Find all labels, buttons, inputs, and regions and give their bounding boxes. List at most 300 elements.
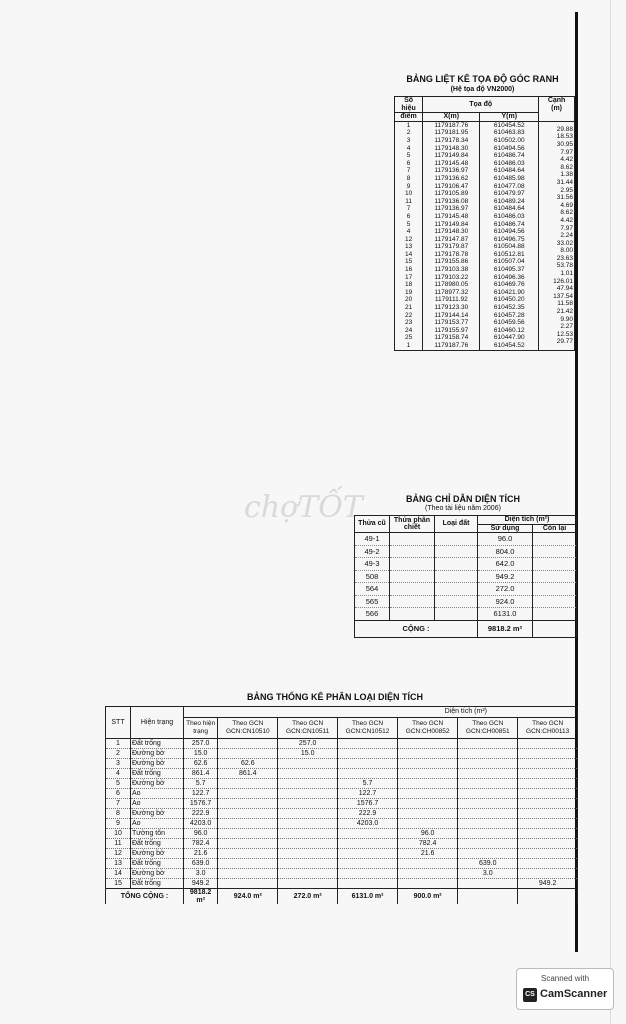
coord-edge: 9.90: [539, 316, 575, 324]
coord-y: 610486.03: [480, 213, 539, 221]
classify-row: [106, 759, 578, 769]
area-row: [355, 583, 577, 596]
coord-point: 1: [395, 121, 423, 129]
coord-y: 610502.00: [480, 137, 539, 145]
coord-point: 10: [395, 190, 423, 198]
area-thua-phan-chiet: [390, 608, 435, 621]
classify-value: [218, 809, 278, 819]
classify-value: [278, 859, 338, 869]
coord-edge: 12.53: [539, 331, 575, 339]
classify-value: [458, 809, 518, 819]
col-con-lai: Còn lại: [533, 524, 577, 533]
classify-hien-trang: Đường bờ: [131, 779, 184, 789]
coord-point: 7: [395, 205, 423, 213]
classify-stt: 7: [106, 799, 131, 809]
coord-x: 1179136.97: [423, 205, 480, 213]
classify-value: [278, 849, 338, 859]
classify-value: [218, 819, 278, 829]
col-toado: Tọa độ: [423, 97, 539, 113]
coord-edge: 1.01: [539, 270, 575, 278]
classify-stt: 11: [106, 839, 131, 849]
classify-value: [398, 759, 458, 769]
classify-stt: 4: [106, 769, 131, 779]
coord-table-title: BẢNG LIỆT KÊ TỌA ĐỘ GÓC RANH: [406, 74, 559, 84]
coord-edge: 2.27: [539, 323, 575, 331]
classify-value: [458, 769, 518, 779]
classify-stt: 6: [106, 789, 131, 799]
classify-value: [458, 829, 518, 839]
coord-edge: 4.69: [539, 202, 575, 210]
coord-edge: 2.95: [539, 187, 575, 195]
coord-table: [394, 96, 575, 351]
coord-point: 5: [395, 152, 423, 160]
coord-y: 610457.28: [480, 312, 539, 320]
coord-point: 3: [395, 137, 423, 145]
coord-point: 11: [395, 198, 423, 206]
area-su-dung: 6131.0: [478, 608, 533, 621]
coord-x: 1179178.78: [423, 251, 480, 259]
coord-point: 5: [395, 221, 423, 229]
classify-row: [106, 869, 578, 879]
classify-value: [518, 839, 578, 849]
camscanner-logo-icon: CS: [523, 988, 537, 1002]
classify-value: [398, 739, 458, 749]
coord-y: 610447.90: [480, 334, 539, 342]
classify-value: [398, 749, 458, 759]
classify-value: [518, 859, 578, 869]
classify-value: [398, 819, 458, 829]
coord-edge: 23.63: [539, 255, 575, 263]
coord-edge: 126.01: [539, 278, 575, 286]
coord-x: 1179148.30: [423, 228, 480, 236]
classify-total-0: 9818.2 m²: [184, 889, 218, 905]
coord-y: 610496.75: [480, 236, 539, 244]
area-table: [354, 515, 577, 638]
area-row: [355, 570, 577, 583]
classify-value: 96.0: [398, 829, 458, 839]
classify-value: 1576.7: [337, 799, 397, 809]
coord-y: 610421.90: [480, 289, 539, 297]
classify-value: [458, 749, 518, 759]
classify-row: [106, 769, 578, 779]
area-loai-dat: [435, 595, 478, 608]
coord-point: 9: [395, 183, 423, 191]
classify-value: [518, 829, 578, 839]
coord-point: 4: [395, 145, 423, 153]
classify-row: [106, 739, 578, 749]
classify-stt: 15: [106, 879, 131, 889]
coord-edge: 31.44: [539, 179, 575, 187]
coord-point: 21: [395, 304, 423, 312]
coord-point: 20: [395, 296, 423, 304]
area-thua-cu: 564: [355, 583, 390, 596]
coord-table-subtitle: (Hệ tọa độ VN2000): [450, 86, 515, 93]
watermark: chợTỐT: [244, 490, 363, 525]
area-row: [355, 533, 577, 546]
classify-value: 782.4: [184, 839, 218, 849]
camscanner-name: CamScanner: [540, 988, 608, 1000]
area-thua-phan-chiet: [390, 533, 435, 546]
col-x: X(m): [423, 113, 480, 122]
coord-y: 610479.97: [480, 190, 539, 198]
classify-value: [278, 799, 338, 809]
classify-value: 949.2: [184, 879, 218, 889]
classify-row: [106, 879, 578, 889]
col-stt: STT: [106, 707, 131, 739]
area-con-lai: [533, 558, 577, 571]
classify-total-2: 272.0 m²: [278, 889, 338, 905]
area-thua-phan-chiet: [390, 583, 435, 596]
area-loai-dat: [435, 608, 478, 621]
classify-value: [278, 779, 338, 789]
classify-value: 122.7: [337, 789, 397, 799]
coord-x: 1179187.76: [423, 342, 480, 350]
coord-y: 610495.37: [480, 266, 539, 274]
coord-edge: 7.97: [539, 225, 575, 233]
coord-y: 610477.08: [480, 183, 539, 191]
area-thua-cu: 565: [355, 595, 390, 608]
col-diem: điểm: [395, 113, 423, 122]
classify-col-2: Theo GCN GCN:CN10511: [278, 718, 338, 739]
classify-stt: 2: [106, 749, 131, 759]
coord-edge: 1.38: [539, 171, 575, 179]
classify-value: 21.6: [398, 849, 458, 859]
classify-value: [278, 829, 338, 839]
coord-point: 24: [395, 327, 423, 335]
classify-row: [106, 829, 578, 839]
classify-value: [398, 789, 458, 799]
classify-value: 639.0: [458, 859, 518, 869]
classify-value: 5.7: [184, 779, 218, 789]
classify-value: 15.0: [184, 749, 218, 759]
area-row: [355, 558, 577, 571]
camscanner-badge: [516, 968, 614, 1010]
classify-value: 4203.0: [184, 819, 218, 829]
classify-value: [337, 859, 397, 869]
coord-edge: 2.24: [539, 232, 575, 240]
classify-value: [278, 809, 338, 819]
coord-edge: 7.97: [539, 149, 575, 157]
classify-value: [518, 749, 578, 759]
classify-value: [218, 839, 278, 849]
col-thua-phan-chiet: Thửa phân chiết: [390, 516, 435, 533]
coord-edge: 8.62: [539, 164, 575, 172]
classify-value: 21.6: [184, 849, 218, 859]
col-canh: [539, 97, 575, 122]
classify-value: [518, 809, 578, 819]
coord-y: 610485.98: [480, 175, 539, 183]
coord-edge: 137.54: [539, 293, 575, 301]
classify-value: [518, 819, 578, 829]
classify-value: [458, 799, 518, 809]
area-thua-cu: 49-2: [355, 545, 390, 558]
classify-row: [106, 749, 578, 759]
coord-y: 610452.35: [480, 304, 539, 312]
coord-point: 15: [395, 258, 423, 266]
coord-x: 1179103.38: [423, 266, 480, 274]
classify-value: [458, 759, 518, 769]
coord-edge: 53.78: [539, 262, 575, 270]
classify-hien-trang: Ao: [131, 819, 184, 829]
classify-value: [458, 779, 518, 789]
classify-hien-trang: Đường bờ: [131, 809, 184, 819]
classify-hien-trang: Đường bờ: [131, 849, 184, 859]
classify-value: 257.0: [184, 739, 218, 749]
classify-value: [458, 879, 518, 889]
classify-value: [218, 789, 278, 799]
coord-x: 1179153.77: [423, 319, 480, 327]
classify-hien-trang: Tường tôn: [131, 829, 184, 839]
classify-value: [278, 789, 338, 799]
classify-value: [218, 779, 278, 789]
coord-point: 1: [395, 342, 423, 350]
coord-edge: 18.53: [539, 133, 575, 141]
classify-value: [278, 879, 338, 889]
coord-point: 7: [395, 167, 423, 175]
coord-point: 6: [395, 213, 423, 221]
classify-value: [458, 839, 518, 849]
classify-table-title: BẢNG THỐNG KÊ PHÂN LOẠI DIỆN TÍCH: [246, 692, 423, 702]
classify-hien-trang: Đường bờ: [131, 749, 184, 759]
area-thua-cu: 49-1: [355, 533, 390, 546]
area-loai-dat: [435, 558, 478, 571]
classify-row: [106, 779, 578, 789]
classify-value: 3.0: [458, 869, 518, 879]
coord-edge: 33.02: [539, 240, 575, 248]
classify-value: 62.6: [184, 759, 218, 769]
area-con-lai: [533, 570, 577, 583]
area-row: [355, 545, 577, 558]
area-table-subtitle: (Theo tài liệu năm 2006): [425, 505, 501, 512]
classify-value: [218, 849, 278, 859]
coord-edge: 8.00: [539, 247, 575, 255]
area-loai-dat: [435, 533, 478, 546]
classify-value: [518, 799, 578, 809]
classify-value: [398, 799, 458, 809]
coord-x: 1178977.32: [423, 289, 480, 297]
coord-y: 610469.76: [480, 281, 539, 289]
coord-point: 12: [395, 236, 423, 244]
classify-value: [458, 849, 518, 859]
classify-value: [518, 849, 578, 859]
area-su-dung: 272.0: [478, 583, 533, 596]
classify-value: [458, 739, 518, 749]
classify-value: [218, 869, 278, 879]
coord-x: 1179103.22: [423, 274, 480, 282]
classify-value: [278, 819, 338, 829]
classify-total-4: 900.0 m²: [398, 889, 458, 905]
area-thua-cu: 508: [355, 570, 390, 583]
area-table-title: BẢNG CHỈ DẪN DIỆN TÍCH: [406, 494, 520, 504]
coord-y: 610459.56: [480, 319, 539, 327]
classify-value: [518, 769, 578, 779]
coord-y: 610450.20: [480, 296, 539, 304]
area-con-lai: [533, 595, 577, 608]
classify-value: [337, 869, 397, 879]
classify-stt: 8: [106, 809, 131, 819]
col-sohieu: [395, 97, 423, 113]
area-su-dung: 642.0: [478, 558, 533, 571]
coord-x: 1179123.30: [423, 304, 480, 312]
coord-y: 610454.52: [480, 121, 539, 129]
classify-value: [398, 879, 458, 889]
classify-value: [278, 869, 338, 879]
coord-y: 610460.12: [480, 327, 539, 335]
classify-value: [337, 759, 397, 769]
classify-total-1: 924.0 m²: [218, 889, 278, 905]
classify-row: [106, 799, 578, 809]
classify-value: 639.0: [184, 859, 218, 869]
area-total-empty: [533, 620, 577, 637]
classify-value: [218, 879, 278, 889]
col-sohieu-label: Số hiệu: [401, 97, 416, 112]
classify-value: [278, 769, 338, 779]
coord-edge: 11.58: [539, 300, 575, 308]
classify-hien-trang: Đất trống: [131, 879, 184, 889]
col-dien-tich: Diện tích (m²): [478, 516, 577, 525]
col-canh-label: Cạnh: [547, 97, 566, 104]
area-thua-cu: 566: [355, 608, 390, 621]
area-thua-phan-chiet: [390, 595, 435, 608]
coord-edge: 29.77: [539, 338, 575, 346]
classify-row: [106, 819, 578, 829]
classify-row: [106, 809, 578, 819]
coord-y: 610504.88: [480, 243, 539, 251]
classify-hien-trang: Đất trống: [131, 769, 184, 779]
classify-value: [398, 869, 458, 879]
coord-x: 1179145.48: [423, 213, 480, 221]
classify-col-6: Theo GCN GCN:CH00113: [518, 718, 578, 739]
classify-value: 96.0: [184, 829, 218, 839]
classify-total-label: TỔNG CỘNG :: [106, 889, 184, 905]
classify-value: [218, 799, 278, 809]
classify-stt: 13: [106, 859, 131, 869]
classify-value: 861.4: [218, 769, 278, 779]
coord-point: 23: [395, 319, 423, 327]
coord-x: 1179106.47: [423, 183, 480, 191]
classify-value: [218, 749, 278, 759]
coord-point: 6: [395, 160, 423, 168]
classify-value: [398, 779, 458, 789]
classify-col-1: Theo GCN GCN:CN10510: [218, 718, 278, 739]
coord-x: 1179111.92: [423, 296, 480, 304]
coord-edge: 8.62: [539, 209, 575, 217]
classify-hien-trang: Đất trống: [131, 739, 184, 749]
classify-value: [337, 769, 397, 779]
coord-x: 1179155.97: [423, 327, 480, 335]
classify-value: 3.0: [184, 869, 218, 879]
coord-point: 14: [395, 251, 423, 259]
coord-y: 610486.03: [480, 160, 539, 168]
coord-x: 1179149.84: [423, 221, 480, 229]
classify-value: [278, 759, 338, 769]
area-su-dung: 96.0: [478, 533, 533, 546]
coord-point: 13: [395, 243, 423, 251]
classify-value: [398, 809, 458, 819]
page-edge-line: [610, 0, 611, 1024]
classify-row: [106, 859, 578, 869]
classify-value: 222.9: [337, 809, 397, 819]
coord-edge: 31.56: [539, 194, 575, 202]
classify-row: [106, 849, 578, 859]
col-loai-dat: Loại đất: [435, 516, 478, 533]
area-thua-phan-chiet: [390, 570, 435, 583]
coord-point: 19: [395, 289, 423, 297]
camscanner-top-text: Scanned with: [540, 974, 590, 983]
area-su-dung: 924.0: [478, 595, 533, 608]
col-y: Y(m): [480, 113, 539, 122]
area-thua-phan-chiet: [390, 558, 435, 571]
classify-stt: 14: [106, 869, 131, 879]
classify-value: [337, 879, 397, 889]
classify-total-6: [518, 889, 578, 905]
coord-point: 25: [395, 334, 423, 342]
coord-point: 16: [395, 266, 423, 274]
classify-value: [518, 759, 578, 769]
classify-value: [337, 829, 397, 839]
coord-edge: 29.88: [539, 125, 575, 133]
classify-value: [218, 829, 278, 839]
coord-y: 610496.36: [480, 274, 539, 282]
classify-value: [518, 789, 578, 799]
coord-y: 610512.81: [480, 251, 539, 259]
col-dien-tich-group: Diện tích (m²): [184, 707, 578, 718]
coord-point: 8: [395, 175, 423, 183]
coord-x: 1179181.95: [423, 129, 480, 137]
classify-value: 949.2: [518, 879, 578, 889]
coord-row: [395, 121, 575, 129]
classify-value: [337, 739, 397, 749]
area-con-lai: [533, 608, 577, 621]
coord-x: 1179105.89: [423, 190, 480, 198]
area-total-value: 9818.2 m²: [478, 620, 533, 637]
col-canh-unit: (m): [551, 104, 562, 112]
classify-value: [218, 859, 278, 869]
area-total-label: CỘNG :: [355, 620, 478, 637]
classify-value: 222.9: [184, 809, 218, 819]
classify-value: 4203.0: [337, 819, 397, 829]
coord-y: 610484.64: [480, 205, 539, 213]
coord-y: 610463.83: [480, 129, 539, 137]
coord-x: 1179136.62: [423, 175, 480, 183]
coord-x: 1179148.30: [423, 145, 480, 153]
classify-value: [398, 859, 458, 869]
classify-value: [337, 839, 397, 849]
classify-hien-trang: Ao: [131, 789, 184, 799]
classify-total-5: [458, 889, 518, 905]
classify-value: [518, 739, 578, 749]
classify-stt: 5: [106, 779, 131, 789]
area-su-dung: 949.2: [478, 570, 533, 583]
classify-value: 861.4: [184, 769, 218, 779]
coord-y: 610494.56: [480, 145, 539, 153]
col-su-dung: Sử dụng: [478, 524, 533, 533]
classify-table: [105, 706, 578, 904]
classify-col-5: Theo GCN GCN:CH00851: [458, 718, 518, 739]
coord-point: 18: [395, 281, 423, 289]
area-loai-dat: [435, 583, 478, 596]
coord-edge: 21.42: [539, 308, 575, 316]
classify-stt: 1: [106, 739, 131, 749]
area-loai-dat: [435, 570, 478, 583]
coord-x: 1179136.97: [423, 167, 480, 175]
coord-y: 610484.64: [480, 167, 539, 175]
area-loai-dat: [435, 545, 478, 558]
coord-edge: 47.94: [539, 285, 575, 293]
classify-value: 782.4: [398, 839, 458, 849]
classify-col-4: Theo GCN GCN:CH00852: [398, 718, 458, 739]
classify-total-3: 6131.0 m²: [337, 889, 397, 905]
